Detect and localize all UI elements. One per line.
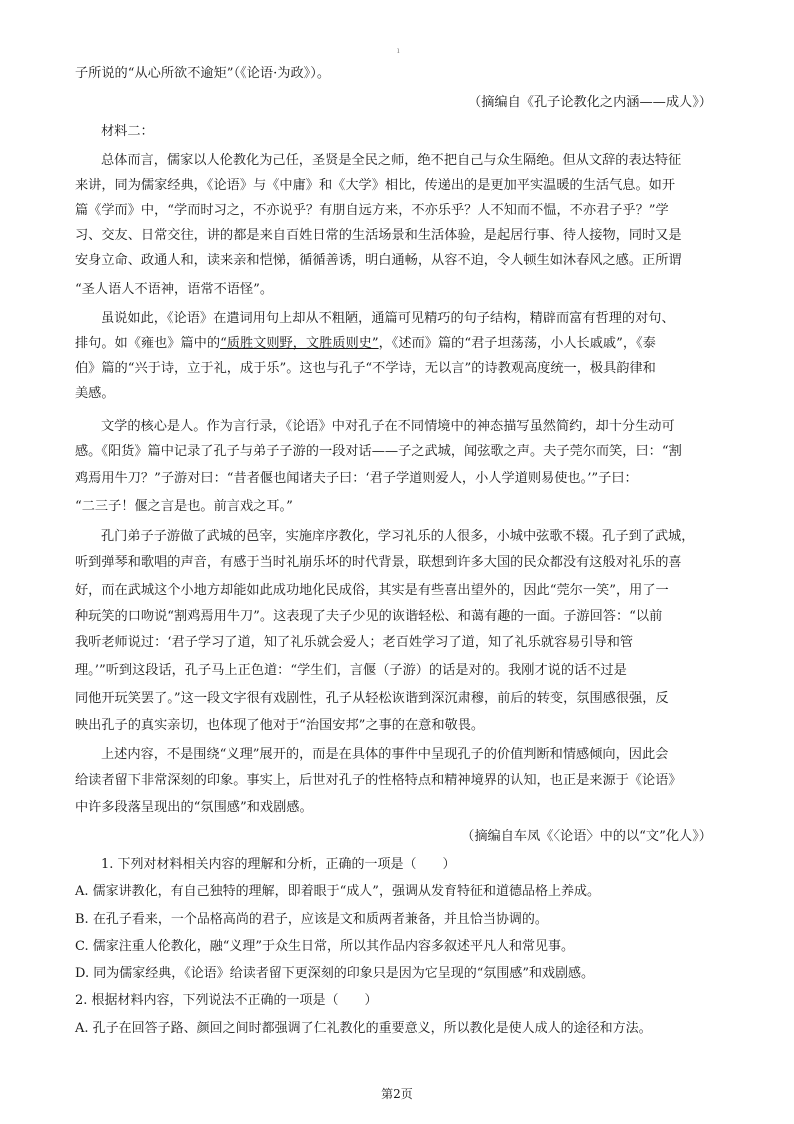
text-line: “圣人语人不语神，语常不语怪”。 bbox=[75, 282, 274, 297]
text-line: 孔门弟子子游做了武城的邑宰，实施庠序教化，学习礼乐的人很多，小城中弦歌不辍。孔子到了武城， bbox=[101, 529, 695, 544]
section-heading: 材料二： bbox=[101, 124, 154, 139]
option-d: D. 同为儒家经典，《论语》给读者留下更深刻的印象只是因为它呈现的“氛围感”和戏剧感。 bbox=[75, 966, 595, 981]
text-line: 文学的核心是人。作为言行录，《论语》中对孔子在不同情境中的神态描写虽然简约，却十分生动可 bbox=[101, 419, 675, 434]
question-2: 2. 根据材料内容，下列说法不正确的一项是（ ） bbox=[75, 993, 378, 1008]
source-citation: （摘编自车凤《〈论语〉中的以“文”化人》） bbox=[461, 829, 712, 844]
text-line: 鸡焉用牛刀？”子游对曰：“昔者偃也闻诸夫子曰：‘君子学道则爱人，小人学道则易使也。’”子曰： bbox=[75, 471, 638, 486]
top-mark: ı bbox=[397, 46, 400, 55]
text-line: 安身立命、政通人和，读来亲和恺悌，循循善诱，明白通畅，从容不迫，令人顿生如沐春风之感。正所谓 bbox=[75, 253, 682, 268]
text-line: 我听老师说过：‘君子学习了道，知了礼乐就会爱人；老百姓学习了道，知了礼乐就容易引导和管 bbox=[75, 635, 634, 650]
text-line: 好，而在武城这个小地方却能如此成功地化民成俗，其实是有些喜出望外的，因此“莞尔一笑”，用了一 bbox=[75, 583, 669, 598]
option-b: B. 在孔子看来，一个品格高尚的君子，应该是文和质两者兼备，并且恰当协调的。 bbox=[75, 912, 548, 927]
text-line bbox=[75, 334, 656, 354]
text-line: 理。’”听到这段话，孔子马上正色道：“学生们，言偃（子游）的话是对的。我刚才说的话不过是 bbox=[75, 663, 627, 678]
text-line: 伯》篇的“兴于诗，立于礼，成于乐”。这也与孔子“不学诗，无以言”的诗教观高度统一，极具韵律和 bbox=[75, 361, 656, 376]
text-line: 习、交友、日常交往，讲的都是来自百姓日常的生活场景和生活体验，是起居行事、待人接物，同时又是 bbox=[75, 228, 682, 243]
page-number: 第2页 bbox=[381, 1087, 413, 1101]
option-a: A. 孔子在回答子路、颜回之间时都强调了仁礼教化的重要意义，所以教化是使人成人的途径和方法。 bbox=[75, 1021, 652, 1036]
text-line: 来讲，同为儒家经典，《论语》与《中庸》和《大学》相比，传递出的是更加平实温暖的生活气息。如开 bbox=[75, 178, 676, 193]
text-line: 种玩笑的口吻说“割鸡焉用牛刀”。这表现了夫子少见的诙谐轻松、和蔼有趣的一面。子游回答：“以前 bbox=[75, 609, 663, 624]
text-line: 感。《阳货》篇中记录了孔子与弟子子游的一段对话——子之武城，闻弦歌之声。夫子莞尔而笑，曰：“割 bbox=[75, 444, 682, 459]
text-line: 中许多段落呈现出的“氛围感”和戏剧感。 bbox=[75, 800, 313, 815]
text-line: 同他开玩笑罢了。”这一段文字很有戏剧性，孔子从轻松诙谐到深沉肃穆，前后的转变，氛围感很强，反 bbox=[75, 691, 669, 706]
text-line: 听到弹琴和歌唱的声音，有感于当时礼崩乐坏的时代背景，联想到许多大国的民众都没有这般对礼乐的喜 bbox=[75, 555, 682, 570]
option-a: A. 儒家讲教化，有自己独特的理解，即着眼于“成人”，强调从发育特征和道德品格上养成。 bbox=[75, 884, 600, 899]
text-fragment: 排句。如《雍也》篇中的 bbox=[75, 336, 221, 351]
underlined-quote: “质胜文则野，文胜质则史” bbox=[220, 336, 379, 351]
text-line: 给读者留下非常深刻的印象。事实上，后世对孔子的性格特点和精神境界的认知，也正是来源于《论语》 bbox=[75, 773, 682, 788]
text-line: 美感。 bbox=[75, 386, 115, 401]
text-line: 总体而言，儒家以人伦教化为己任，圣贤是全民之师，绝不把自己与众生隔绝。但从文辞的表达特征 bbox=[101, 153, 682, 168]
option-c: C. 儒家注重人伦教化，融“义理”于众生日常，所以其作品内容多叙述平凡人和常见事。 bbox=[75, 939, 575, 954]
text-line: 虽说如此，《论语》在遣词用句上却从不粗陋，通篇可见精巧的句子结构，精辟而富有哲理的对句、 bbox=[101, 311, 675, 326]
source-citation: （摘编自《孔子论教化之内涵——成人》） bbox=[468, 95, 712, 110]
text-fragment: ，《述而》篇的“君子坦荡荡，小人长戚戚”，《泰 bbox=[378, 336, 656, 351]
question-1: 1. 下列对材料相关内容的理解和分析，正确的一项是（ ） bbox=[101, 857, 456, 872]
text-line: 映出孔子的真实亲切，也体现了他对于“治国安邦”之事的在意和敬畏。 bbox=[75, 718, 485, 733]
text-line: 篇《学而》中，“学而时习之，不亦说乎？有朋自远方来，不亦乐乎？人不知而不愠，不亦君子乎？”学 bbox=[75, 203, 669, 218]
text-line: “二三子！偃之言是也。前言戏之耳。” bbox=[75, 499, 293, 514]
text-line: 子所说的“从心所欲不逾矩”（《论语·为政》）。 bbox=[75, 66, 331, 81]
text-line: 上述内容，不是围绕“义理”展开的，而是在具体的事件中呈现孔子的价值判断和情感倾向，因此会 bbox=[101, 747, 669, 762]
